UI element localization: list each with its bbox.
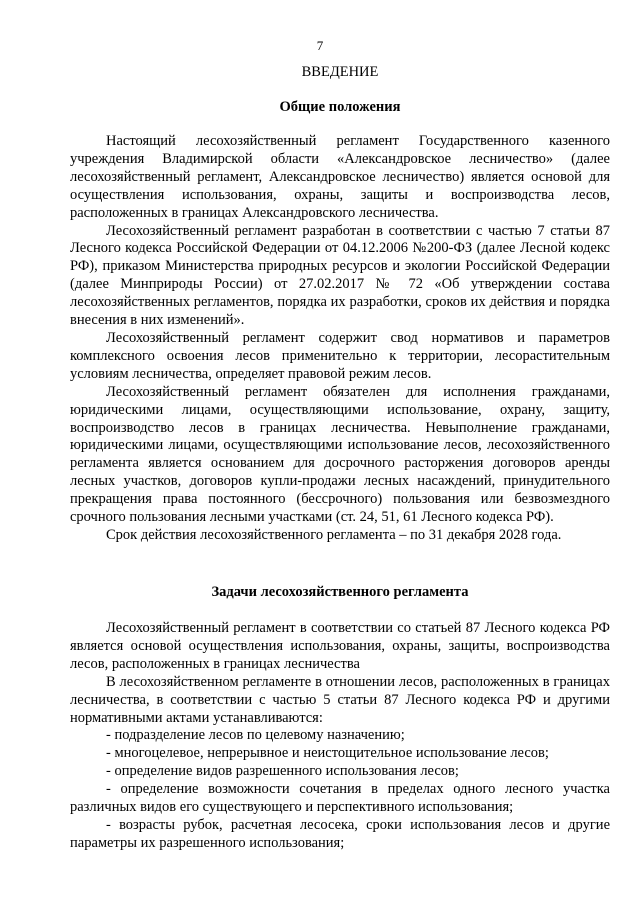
- section-body-general: [70, 133, 610, 545]
- list-item: - подразделение лесов по целевому назначению;: [106, 727, 405, 744]
- list-item: - возрасты рубок, расчетная лесосека, сроки использования лесов и другие параметры их разрешенного использования;: [70, 816, 610, 851]
- paragraph: Лесохозяйственный регламент в соответствии со статьей 87 Лесного кодекса РФ является основой осуществления использования, охраны, защиты, воспроизводства лесов, расположенных в границах лесничества: [70, 620, 610, 672]
- document-title: ВВЕДЕНИЕ: [301, 64, 379, 80]
- list-item: - определение видов разрешенного использования лесов;: [106, 763, 459, 780]
- paragraph: В лесохозяйственном регламенте в отношении лесов, расположенных в границах лесничества, в соответствии с частью 5 статьи 87 Лесного кодекса РФ и другими нормативными актами устанавливаются:: [70, 673, 610, 726]
- section-heading-general: Общие положения: [279, 99, 401, 115]
- paragraph: Настоящий лесохозяйственный регламент Государственного казенного учреждения Владимирской области «Александровское лесничество» (далее лесохозяйственный регламент, Александровское лесничество) является основой для осуществления использования, охраны, защиты и воспроизводства лесов, расположенных в границах Александровского лесничества.: [70, 133, 610, 221]
- paragraph: Лесохозяйственный регламент обязателен для исполнения гражданами, юридическими лицами, осуществляющими использование, охрану, защиту, воспроизводство лесов в границах лесничества. Невыполнение гражданами, юридическими лицами, осуществляющими использование лесов, лесохозяйственного регламента является основанием для досрочного расторжения договоров аренды лесных участков, договоров купли-продажи лесных насаждений, принудительного прекращения права постоянного (бессрочного) пользования или безвозмездного срочного пользования лесными участками (ст. 24, 51, 61 Лесного кодекса РФ).: [70, 383, 610, 526]
- section-heading-tasks: Задачи лесохозяйственного регламента: [211, 584, 469, 600]
- paragraph: Срок действия лесохозяйственного регламента – по 31 декабря 2028 года.: [106, 526, 562, 543]
- section-body-tasks: [70, 620, 610, 853]
- paragraph: Лесохозяйственный регламент разработан в соответствии с частью 7 статьи 87 Лесного кодекса Российской Федерации от 04.12.2006 №200-ФЗ (далее Лесной кодекс РФ), приказом Министерства природных ресурсов и экологии Российской Федерации (далее Минприроды России) от 27.02.2017 № 72 «Об утверждении состава лесохозяйственных регламентов, порядка их разработки, сроков их действия и порядка внесения в них изменений».: [70, 222, 610, 329]
- list-item: - многоцелевое, непрерывное и неистощительное использование лесов;: [106, 745, 549, 762]
- list-item: - определение возможности сочетания в пределах одного лесного участка различных видов его существующего и перспективного использования;: [70, 781, 610, 816]
- paragraph: Лесохозяйственный регламент содержит свод нормативов и параметров комплексного освоения лесов применительно к территории, лесорастительным условиям лесничества, определяет правовой режим лесов.: [70, 329, 610, 382]
- page-number: 7: [316, 38, 324, 53]
